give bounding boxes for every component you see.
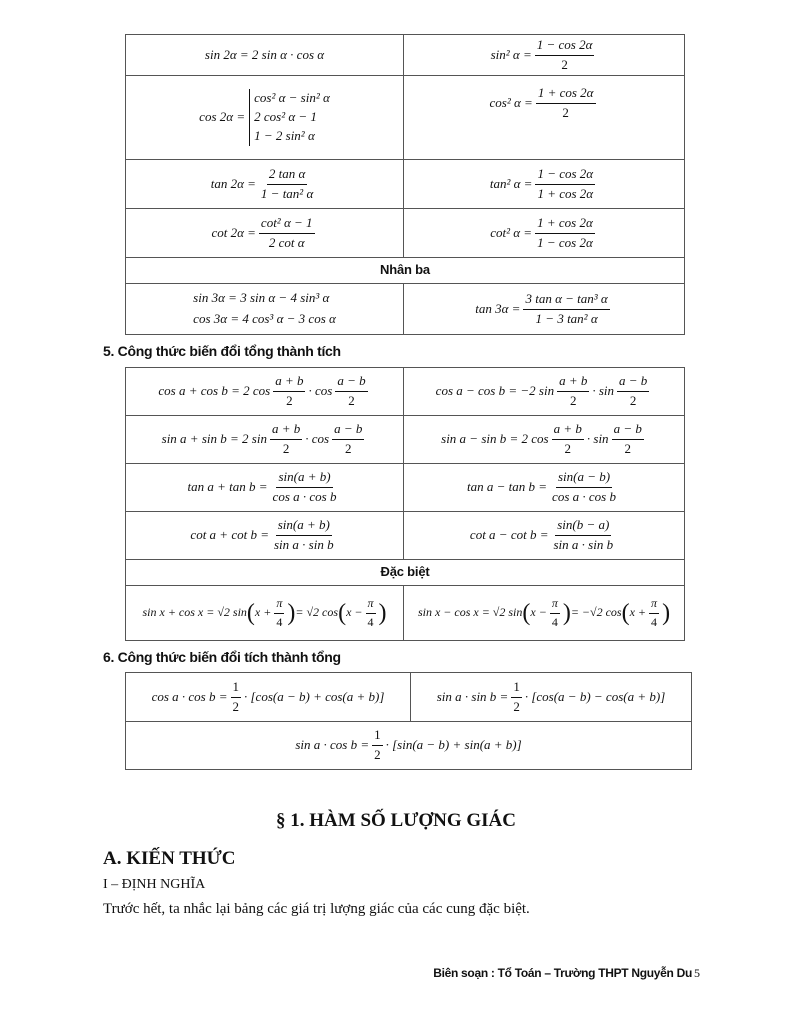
formula-cell: sin a · sin b = $\frac{1}{2}$ · [cos(a − b) − cos(a + b)] bbox=[411, 673, 692, 722]
product-to-sum-table bbox=[125, 672, 692, 770]
triple-header: Nhân ba bbox=[126, 258, 685, 284]
section5-title: 5. Công thức biến đổi tổng thành tích bbox=[103, 343, 341, 359]
intro-paragraph: Trước hết, ta nhắc lại bảng các giá trị lượng giác của các cung đặc biệt. bbox=[103, 901, 530, 917]
formula-cell: cot² α = $\frac{1 + \cos 2\alpha}{1 - \cos 2\alpha}$ bbox=[404, 209, 685, 258]
formula-cell: cos a · cos b = $\frac{1}{2}$ · [cos(a − b) + cos(a + b)] bbox=[126, 673, 411, 722]
table-row bbox=[126, 76, 685, 160]
double-angle-table bbox=[125, 34, 685, 335]
section6-title: 6. Công thức biến đổi tích thành tổng bbox=[103, 649, 341, 665]
table-row bbox=[126, 560, 685, 586]
section-heading-kien-thuc: A. KIẾN THỨC bbox=[103, 848, 236, 869]
page-number: 5 bbox=[694, 966, 700, 980]
table-row bbox=[126, 586, 685, 641]
table-row bbox=[126, 368, 685, 416]
special-header: Đặc biệt bbox=[126, 560, 685, 586]
formula-cell: sin x − cos x = √2 sin ( x − $\frac{\pi}{4}$ ) = −√2 cos ( x + $\frac{\pi}{4}$ ) bbox=[404, 586, 685, 641]
table-row bbox=[126, 209, 685, 258]
formula-cell: tan² α = $\frac{1 - \cos 2\alpha}{1 + \cos 2\alpha}$ bbox=[404, 160, 685, 209]
table-row bbox=[126, 512, 685, 560]
table-row bbox=[126, 284, 685, 335]
formula-cell: sin 3α = 3 sin α − 4 sin³ α cos 3α = 4 cos³ α − 3 cos α bbox=[126, 284, 404, 335]
formula-cell: sin a − sin b = 2 cos $\frac{a + b}{2}$ · sin $\frac{a - b}{2}$ bbox=[404, 416, 685, 464]
formula-cell: cos 2α = cos² α − sin² α 2 cos² α − 1 1 − 2 sin² α bbox=[126, 76, 404, 160]
table-row bbox=[126, 416, 685, 464]
formula-cell: sin a · cos b = $\frac{1}{2}$ · [sin(a − b) + sin(a + b)] bbox=[126, 722, 692, 770]
formula-cell: cot 2α = $\frac{\text{cot² α − 1}}{\text{2 cot α}}$ bbox=[126, 209, 404, 258]
formula-cell: sin² α = $\frac{1 - \cos 2\alpha}{2}$ bbox=[404, 35, 685, 76]
subsection-dinh-nghia: I – ĐỊNH NGHĨA bbox=[103, 877, 206, 892]
table-row bbox=[126, 160, 685, 209]
formula-cell: tan a + tan b = $\frac{\sin(a + b)}{\text{cos a · cos b}}$ bbox=[126, 464, 404, 512]
table-row bbox=[126, 673, 692, 722]
formula-cell: sin x + cos x = √2 sin ( x + $\frac{\pi}{4}$ ) = √2 cos ( x − $\frac{\pi}{4}$ ) bbox=[126, 586, 404, 641]
table-row bbox=[126, 258, 685, 284]
formula-cell: cot a − cot b = $\frac{\sin(b - a)}{\text{sin a · sin b}}$ bbox=[404, 512, 685, 560]
formula-cell: cos a − cos b = −2 sin $\frac{a + b}{2}$ · sin $\frac{a - b}{2}$ bbox=[404, 368, 685, 416]
formula-cell: tan 3α = $\frac{\text{3 tan α − tan³ α}}{\text{1 − 3 tan² α}}$ bbox=[404, 284, 685, 335]
formula-cell: cot a + cot b = $\frac{\sin(a + b)}{\text{sin a · sin b}}$ bbox=[126, 512, 404, 560]
formula-cell: cos a + cos b = 2 cos $\frac{a + b}{2}$ · cos $\frac{a - b}{2}$ bbox=[126, 368, 404, 416]
table-row bbox=[126, 464, 685, 512]
formula-cell: tan a − tan b = $\frac{\sin(a - b)}{\text{cos a · cos b}}$ bbox=[404, 464, 685, 512]
table-row bbox=[126, 722, 692, 770]
formula-cell: sin a + sin b = 2 sin $\frac{a + b}{2}$ · cos $\frac{a - b}{2}$ bbox=[126, 416, 404, 464]
formula-cell: tan 2α = $\frac{\text{2 tan α}}{\text{1 − tan² α}}$ bbox=[126, 160, 404, 209]
formula-cell: cos² α = $\frac{1 + \cos 2\alpha}{2}$ bbox=[404, 76, 685, 160]
page-footer: Biên soạn : Tổ Toán – Trường THPT Nguyễn Du bbox=[433, 966, 692, 980]
sum-to-product-table bbox=[125, 367, 685, 641]
formula-cell: sin 2α = 2 sin α · cos α bbox=[126, 35, 404, 76]
chapter-title: § 1. HÀM SỐ LƯỢNG GIÁC bbox=[276, 810, 516, 831]
table-row bbox=[126, 35, 685, 76]
